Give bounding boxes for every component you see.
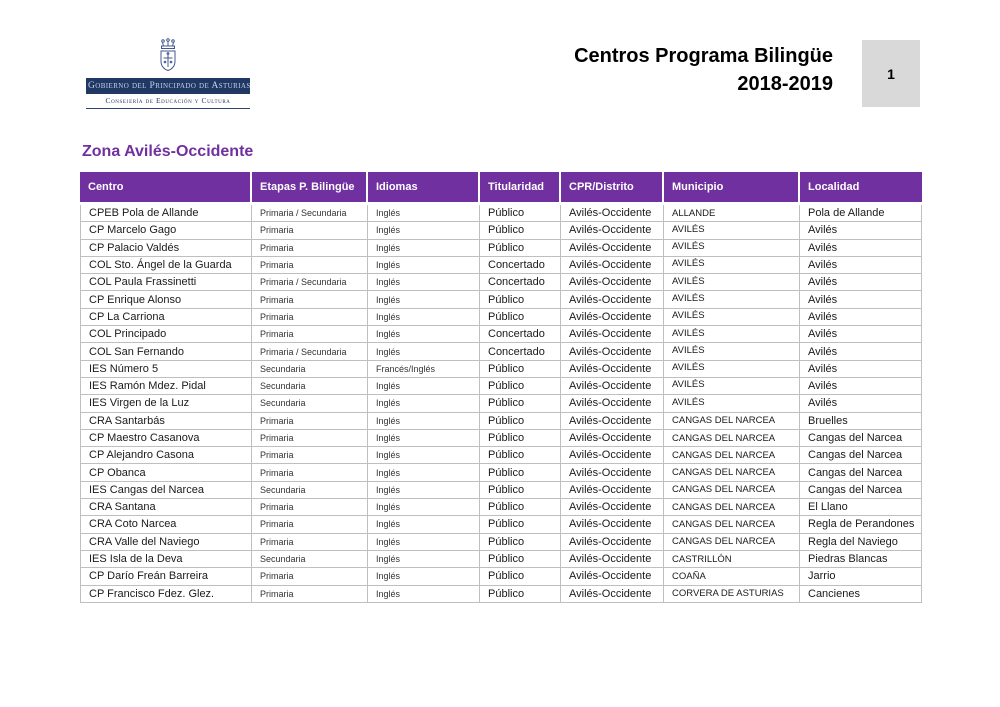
- cell-idiomas: Inglés: [368, 586, 480, 603]
- cell-cpr-distrito: Avilés-Occidente: [561, 430, 664, 447]
- cell-centro: CP Palacio Valdés: [80, 240, 252, 257]
- cell-centro: CRA Santarbás: [80, 413, 252, 430]
- cell-centro: IES Número 5: [80, 361, 252, 378]
- cell-idiomas: Francés/Inglés: [368, 361, 480, 378]
- schools-table-container: [80, 172, 922, 603]
- cell-municipio: CORVERA DE ASTURIAS: [664, 586, 800, 603]
- cell-idiomas: Inglés: [368, 378, 480, 395]
- column-header-cpr-distrito: CPR/Distrito: [561, 172, 664, 205]
- cell-titularidad: Público: [480, 395, 561, 412]
- cell-etapas: Primaria: [252, 326, 368, 343]
- cell-cpr-distrito: Avilés-Occidente: [561, 257, 664, 274]
- table-row: [80, 378, 922, 395]
- cell-etapas: Primaria: [252, 240, 368, 257]
- cell-titularidad: Público: [480, 361, 561, 378]
- cell-municipio: AVILÉS: [664, 257, 800, 274]
- cell-centro: CPEB Pola de Allande: [80, 205, 252, 222]
- table-row: [80, 205, 922, 222]
- cell-municipio: AVILÉS: [664, 240, 800, 257]
- cell-localidad: Cangas del Narcea: [800, 430, 922, 447]
- table-header: [80, 172, 922, 205]
- cell-municipio: AVILÉS: [664, 274, 800, 291]
- column-header-etapas: Etapas P. Bilingüe: [252, 172, 368, 205]
- cell-titularidad: Concertado: [480, 257, 561, 274]
- cell-cpr-distrito: Avilés-Occidente: [561, 240, 664, 257]
- table-row: [80, 343, 922, 360]
- cell-idiomas: Inglés: [368, 274, 480, 291]
- cell-cpr-distrito: Avilés-Occidente: [561, 361, 664, 378]
- cell-localidad: Avilés: [800, 395, 922, 412]
- cell-etapas: Secundaria: [252, 395, 368, 412]
- cell-centro: CP Darío Freán Barreira: [80, 568, 252, 585]
- cell-idiomas: Inglés: [368, 257, 480, 274]
- cell-cpr-distrito: Avilés-Occidente: [561, 343, 664, 360]
- cell-municipio: CANGAS DEL NARCEA: [664, 464, 800, 481]
- cell-etapas: Primaria: [252, 430, 368, 447]
- cell-localidad: Avilés: [800, 309, 922, 326]
- cell-municipio: AVILÉS: [664, 361, 800, 378]
- cell-etapas: Primaria: [252, 534, 368, 551]
- cell-idiomas: Inglés: [368, 291, 480, 308]
- table-row: [80, 516, 922, 533]
- cell-idiomas: Inglés: [368, 222, 480, 239]
- cell-centro: CRA Coto Narcea: [80, 516, 252, 533]
- cell-centro: CP Obanca: [80, 464, 252, 481]
- cell-idiomas: Inglés: [368, 568, 480, 585]
- government-logo: [86, 38, 250, 109]
- cell-idiomas: Inglés: [368, 326, 480, 343]
- cell-municipio: CANGAS DEL NARCEA: [664, 413, 800, 430]
- cell-localidad: Jarrio: [800, 568, 922, 585]
- cell-centro: CP Maestro Casanova: [80, 430, 252, 447]
- cell-centro: IES Isla de la Deva: [80, 551, 252, 568]
- cell-titularidad: Concertado: [480, 343, 561, 360]
- cell-titularidad: Público: [480, 482, 561, 499]
- cell-titularidad: Concertado: [480, 326, 561, 343]
- column-header-centro: Centro: [80, 172, 252, 205]
- cell-localidad: Piedras Blancas: [800, 551, 922, 568]
- cell-municipio: CANGAS DEL NARCEA: [664, 430, 800, 447]
- table-row: [80, 447, 922, 464]
- cell-municipio: CANGAS DEL NARCEA: [664, 499, 800, 516]
- cell-municipio: COAÑA: [664, 568, 800, 585]
- cell-idiomas: Inglés: [368, 551, 480, 568]
- cell-cpr-distrito: Avilés-Occidente: [561, 464, 664, 481]
- cell-centro: IES Ramón Mdez. Pidal: [80, 378, 252, 395]
- cell-titularidad: Concertado: [480, 274, 561, 291]
- cell-idiomas: Inglés: [368, 430, 480, 447]
- cell-cpr-distrito: Avilés-Occidente: [561, 222, 664, 239]
- cell-centro: CP Francisco Fdez. Glez.: [80, 586, 252, 603]
- cell-cpr-distrito: Avilés-Occidente: [561, 309, 664, 326]
- cell-localidad: Avilés: [800, 326, 922, 343]
- cell-centro: CRA Santana: [80, 499, 252, 516]
- table-row: [80, 464, 922, 481]
- cell-idiomas: Inglés: [368, 309, 480, 326]
- cell-titularidad: Público: [480, 499, 561, 516]
- cell-centro: CP La Carriona: [80, 309, 252, 326]
- cell-localidad: Avilés: [800, 274, 922, 291]
- cell-localidad: Cancienes: [800, 586, 922, 603]
- cell-idiomas: Inglés: [368, 343, 480, 360]
- section-title: Zona Avilés-Occidente: [82, 143, 254, 160]
- cell-etapas: Secundaria: [252, 551, 368, 568]
- cell-cpr-distrito: Avilés-Occidente: [561, 551, 664, 568]
- cell-idiomas: Inglés: [368, 499, 480, 516]
- column-header-titularidad: Titularidad: [480, 172, 561, 205]
- cell-cpr-distrito: Avilés-Occidente: [561, 447, 664, 464]
- cell-centro: IES Virgen de la Luz: [80, 395, 252, 412]
- cell-localidad: Avilés: [800, 361, 922, 378]
- cell-municipio: CANGAS DEL NARCEA: [664, 534, 800, 551]
- cell-centro: CRA Valle del Naviego: [80, 534, 252, 551]
- cell-etapas: Secundaria: [252, 482, 368, 499]
- table-row: [80, 395, 922, 412]
- table-row: [80, 274, 922, 291]
- cell-idiomas: Inglés: [368, 447, 480, 464]
- cell-localidad: Cangas del Narcea: [800, 447, 922, 464]
- cell-municipio: AVILÉS: [664, 326, 800, 343]
- cell-idiomas: Inglés: [368, 240, 480, 257]
- cell-cpr-distrito: Avilés-Occidente: [561, 482, 664, 499]
- cell-localidad: Cangas del Narcea: [800, 464, 922, 481]
- cell-idiomas: Inglés: [368, 464, 480, 481]
- cell-cpr-distrito: Avilés-Occidente: [561, 413, 664, 430]
- cell-etapas: Primaria / Secundaria: [252, 274, 368, 291]
- cell-localidad: Pola de Allande: [800, 205, 922, 222]
- column-header-idiomas: Idiomas: [368, 172, 480, 205]
- table-body: [80, 205, 922, 603]
- cell-municipio: CANGAS DEL NARCEA: [664, 516, 800, 533]
- cell-localidad: Bruelles: [800, 413, 922, 430]
- cell-titularidad: Público: [480, 240, 561, 257]
- cell-etapas: Primaria: [252, 464, 368, 481]
- cell-etapas: Primaria: [252, 447, 368, 464]
- cell-titularidad: Público: [480, 291, 561, 308]
- table-row: [80, 413, 922, 430]
- cell-centro: COL Principado: [80, 326, 252, 343]
- cell-etapas: Primaria: [252, 568, 368, 585]
- cell-municipio: CASTRILLÓN: [664, 551, 800, 568]
- cell-etapas: Primaria / Secundaria: [252, 205, 368, 222]
- table-row: [80, 499, 922, 516]
- cell-centro: COL San Fernando: [80, 343, 252, 360]
- cell-localidad: Regla de Perandones: [800, 516, 922, 533]
- cell-localidad: El Llano: [800, 499, 922, 516]
- cell-etapas: Primaria: [252, 291, 368, 308]
- cell-titularidad: Público: [480, 586, 561, 603]
- table-row: [80, 361, 922, 378]
- cell-cpr-distrito: Avilés-Occidente: [561, 378, 664, 395]
- cell-idiomas: Inglés: [368, 534, 480, 551]
- document-title: [400, 42, 833, 98]
- cell-etapas: Primaria / Secundaria: [252, 343, 368, 360]
- page-number-badge: [862, 40, 920, 107]
- column-header-localidad: Localidad: [800, 172, 922, 205]
- cell-cpr-distrito: Avilés-Occidente: [561, 205, 664, 222]
- cell-idiomas: Inglés: [368, 395, 480, 412]
- cell-municipio: CANGAS DEL NARCEA: [664, 447, 800, 464]
- cell-cpr-distrito: Avilés-Occidente: [561, 534, 664, 551]
- cell-cpr-distrito: Avilés-Occidente: [561, 395, 664, 412]
- logo-dept-name: Consejería de Educación y Cultura: [105, 96, 231, 105]
- cell-municipio: AVILÉS: [664, 378, 800, 395]
- cell-municipio: AVILÉS: [664, 291, 800, 308]
- cell-titularidad: Público: [480, 568, 561, 585]
- cell-localidad: Avilés: [800, 343, 922, 360]
- cell-municipio: AVILÉS: [664, 309, 800, 326]
- cell-cpr-distrito: Avilés-Occidente: [561, 568, 664, 585]
- cell-etapas: Secundaria: [252, 378, 368, 395]
- cell-titularidad: Público: [480, 413, 561, 430]
- cell-municipio: CANGAS DEL NARCEA: [664, 482, 800, 499]
- cell-localidad: Avilés: [800, 257, 922, 274]
- cell-municipio: AVILÉS: [664, 222, 800, 239]
- cell-municipio: AVILÉS: [664, 395, 800, 412]
- table-row: [80, 257, 922, 274]
- cell-localidad: Avilés: [800, 378, 922, 395]
- cell-titularidad: Público: [480, 516, 561, 533]
- logo-divider: [86, 108, 250, 109]
- cell-localidad: Regla del Naviego: [800, 534, 922, 551]
- cell-localidad: Avilés: [800, 222, 922, 239]
- cell-cpr-distrito: Avilés-Occidente: [561, 291, 664, 308]
- cell-etapas: Primaria: [252, 222, 368, 239]
- table-row: [80, 586, 922, 603]
- cell-centro: CP Alejandro Casona: [80, 447, 252, 464]
- cell-titularidad: Público: [480, 378, 561, 395]
- table-row: [80, 309, 922, 326]
- cell-etapas: Secundaria: [252, 361, 368, 378]
- cell-titularidad: Público: [480, 551, 561, 568]
- cell-idiomas: Inglés: [368, 205, 480, 222]
- cell-cpr-distrito: Avilés-Occidente: [561, 516, 664, 533]
- table-row: [80, 430, 922, 447]
- asturias-crown-shield-icon: [153, 38, 183, 76]
- cell-titularidad: Público: [480, 222, 561, 239]
- cell-titularidad: Público: [480, 464, 561, 481]
- cell-cpr-distrito: Avilés-Occidente: [561, 326, 664, 343]
- column-header-municipio: Municipio: [664, 172, 800, 205]
- cell-titularidad: Público: [480, 430, 561, 447]
- cell-idiomas: Inglés: [368, 413, 480, 430]
- table-row: [80, 291, 922, 308]
- cell-titularidad: Público: [480, 447, 561, 464]
- cell-titularidad: Público: [480, 205, 561, 222]
- cell-municipio: AVILÉS: [664, 343, 800, 360]
- cell-cpr-distrito: Avilés-Occidente: [561, 499, 664, 516]
- logo-org-name: Gobierno del Principado de Asturias: [86, 78, 250, 94]
- cell-localidad: Avilés: [800, 240, 922, 257]
- cell-etapas: Primaria: [252, 413, 368, 430]
- cell-localidad: Avilés: [800, 291, 922, 308]
- cell-etapas: Primaria: [252, 516, 368, 533]
- cell-etapas: Primaria: [252, 499, 368, 516]
- cell-municipio: ALLANDE: [664, 205, 800, 222]
- schools-table: [80, 172, 922, 603]
- table-row: [80, 568, 922, 585]
- table-row: [80, 551, 922, 568]
- table-row: [80, 240, 922, 257]
- cell-centro: COL Sto. Ángel de la Guarda: [80, 257, 252, 274]
- cell-centro: IES Cangas del Narcea: [80, 482, 252, 499]
- cell-cpr-distrito: Avilés-Occidente: [561, 274, 664, 291]
- cell-idiomas: Inglés: [368, 516, 480, 533]
- cell-localidad: Cangas del Narcea: [800, 482, 922, 499]
- cell-centro: COL Paula Frassinetti: [80, 274, 252, 291]
- table-row: [80, 482, 922, 499]
- cell-centro: CP Marcelo Gago: [80, 222, 252, 239]
- cell-idiomas: Inglés: [368, 482, 480, 499]
- cell-etapas: Primaria: [252, 586, 368, 603]
- document-title-line1: Centros Programa Bilingüe: [574, 45, 833, 67]
- cell-etapas: Primaria: [252, 309, 368, 326]
- cell-centro: CP Enrique Alonso: [80, 291, 252, 308]
- cell-etapas: Primaria: [252, 257, 368, 274]
- page-number: 1: [887, 65, 895, 82]
- cell-titularidad: Público: [480, 309, 561, 326]
- cell-cpr-distrito: Avilés-Occidente: [561, 586, 664, 603]
- table-header-row: [80, 172, 922, 205]
- table-row: [80, 534, 922, 551]
- document-title-line2: 2018-2019: [737, 73, 833, 95]
- table-row: [80, 326, 922, 343]
- cell-titularidad: Público: [480, 534, 561, 551]
- table-row: [80, 222, 922, 239]
